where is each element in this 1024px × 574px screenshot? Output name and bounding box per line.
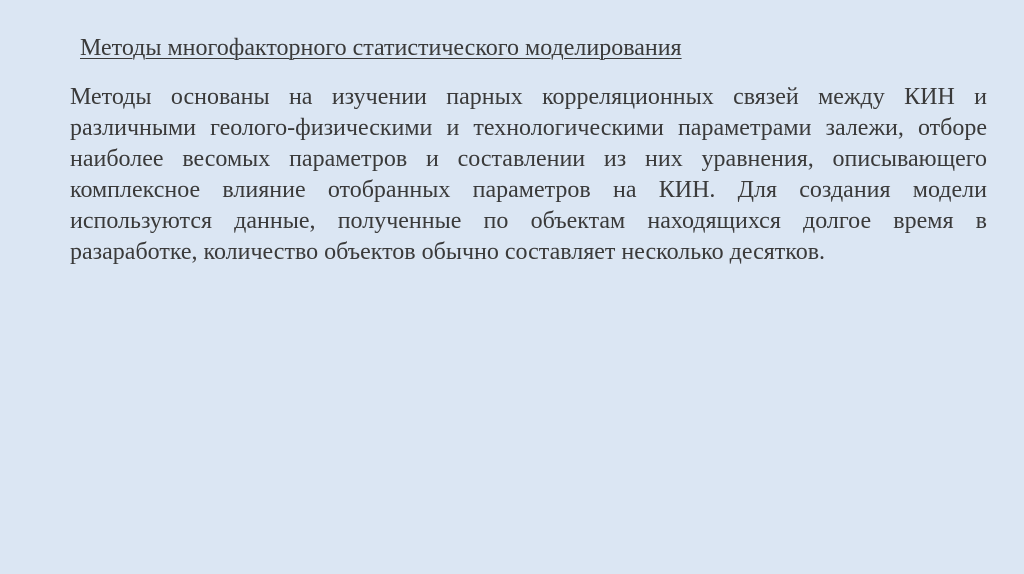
slide-body-text: Методы основаны на изучении парных корреляционных связей между КИН и различными геолого-физическими и технологическими параметрами залежи, отборе наиболее весомых параметров и составлении из них уравнения, описывающего комплексное влияние отобранных параметров на КИН. Для создания модели используются данные, полученные по объектам находящихся долгое время в разаработке, количество объектов обычно составляет несколько десятков. [70,84,987,265]
slide-title: Методы многофакторного статистического моделирования [80,35,682,61]
